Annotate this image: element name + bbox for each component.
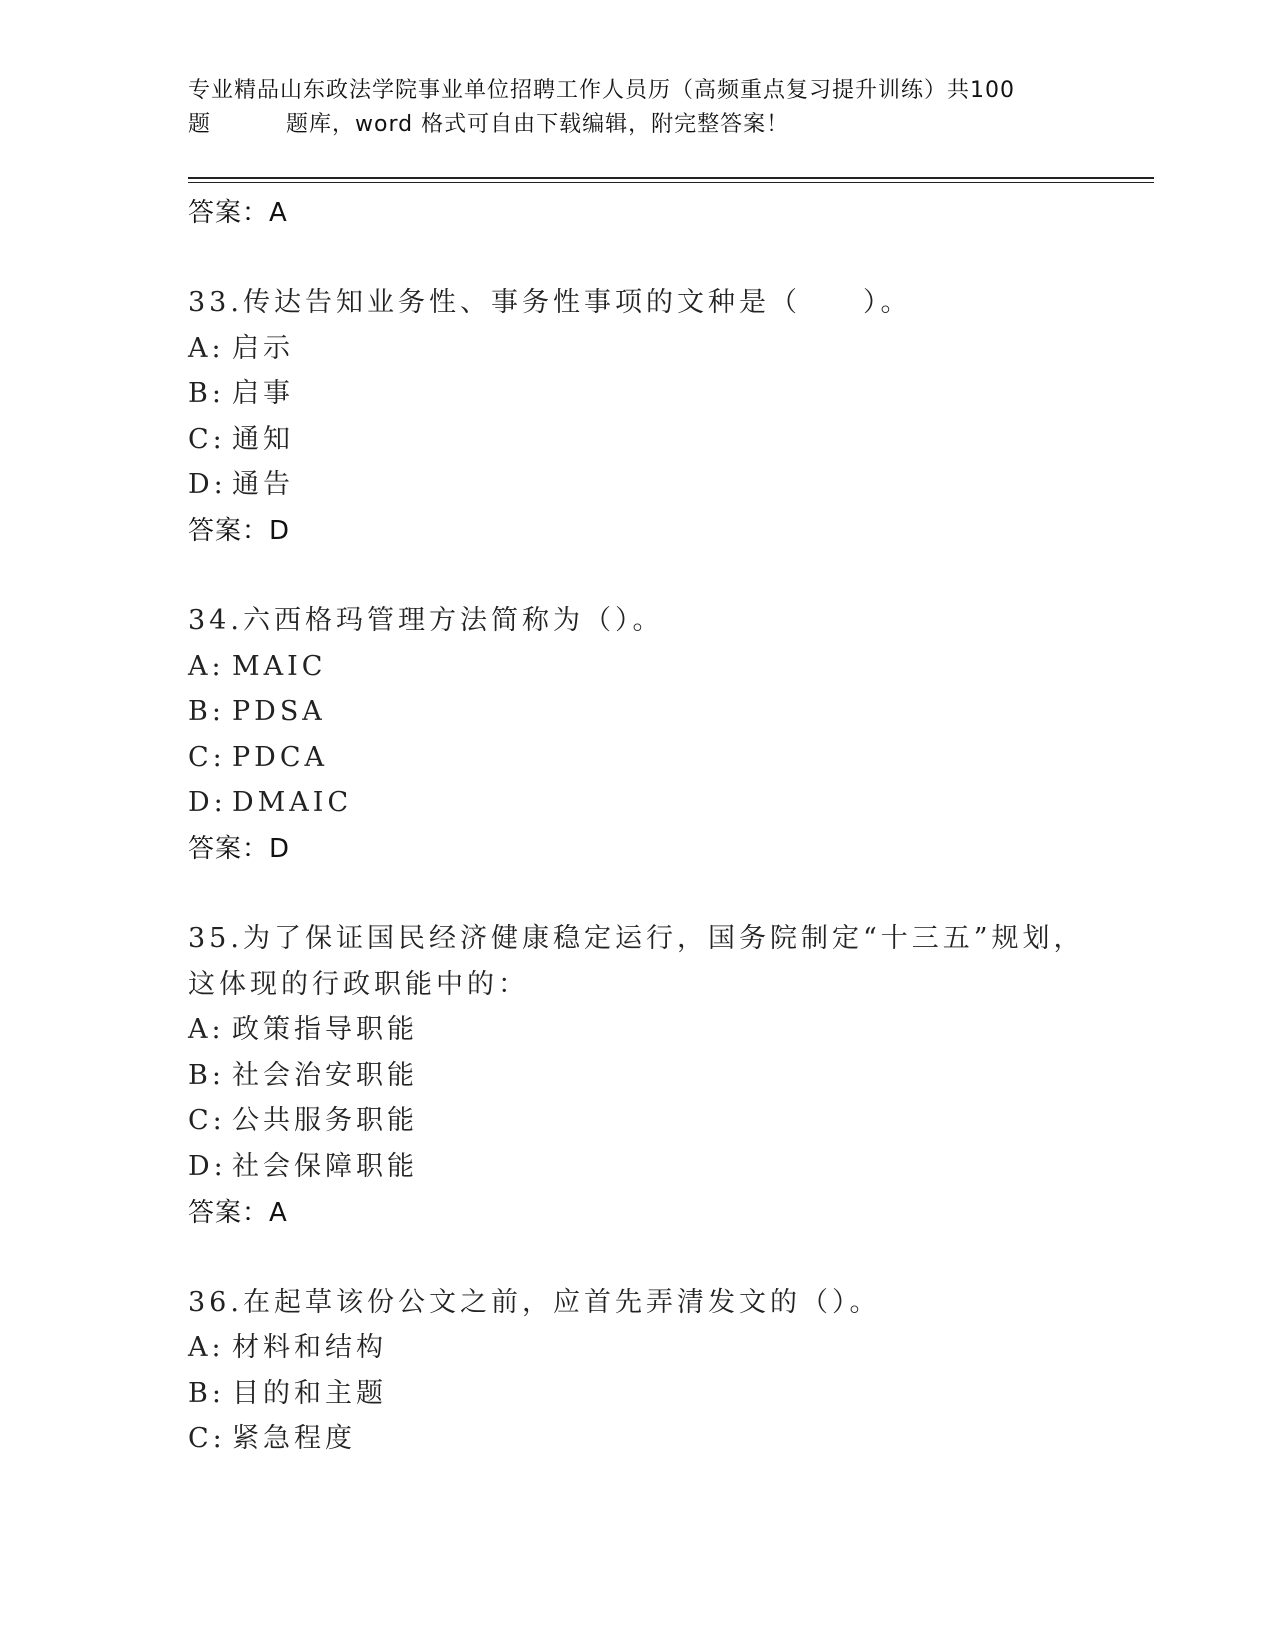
header-divider-thin xyxy=(188,182,1154,183)
option-b xyxy=(188,689,1088,735)
option-label: B: xyxy=(188,1059,225,1091)
option-label: A: xyxy=(188,332,225,364)
option-c xyxy=(188,1416,1088,1462)
option-b xyxy=(188,1371,1088,1417)
option-label: C: xyxy=(188,1105,226,1137)
option-a xyxy=(188,1007,1088,1053)
previous-answer: 答案：A xyxy=(188,198,288,228)
question-stem: 35.为了保证国民经济健康稳定运行，国务院制定“十三五”规划，这体现的行政职能中的： xyxy=(188,922,1085,1000)
option-text: 紧急程度 xyxy=(232,1423,356,1455)
question-stem: 34.六西格玛管理方法简称为（）。 xyxy=(188,604,664,636)
option-label: D: xyxy=(188,787,227,819)
question-stem: 33.传达告知业务性、事务性事项的文种是（ ）。 xyxy=(188,287,912,318)
document-body xyxy=(188,190,1088,1506)
page-header xyxy=(188,74,1088,142)
header-line-2 xyxy=(188,108,1088,142)
option-c xyxy=(188,1098,1088,1144)
option-text: PDCA xyxy=(232,741,328,773)
option-a xyxy=(188,326,1088,372)
option-text: 通告 xyxy=(232,469,294,501)
option-text: 目的和主题 xyxy=(232,1377,387,1409)
option-text: 社会治安职能 xyxy=(232,1059,418,1091)
question-35 xyxy=(188,916,1088,1236)
option-label: D: xyxy=(188,1150,227,1182)
header-line-2-rest: 题库，word 格式可自由下载编辑，附完整答案！ xyxy=(286,112,790,137)
option-d xyxy=(188,462,1088,508)
option-label: A: xyxy=(188,650,225,682)
question-34 xyxy=(188,598,1088,872)
question-stem: 36.在起草该份公文之前，应首先弄清发文的（）。 xyxy=(188,1286,881,1318)
option-text: MAIC xyxy=(232,650,327,682)
option-label: D: xyxy=(188,469,227,501)
answer-line: 答案：D xyxy=(188,833,291,864)
option-text: DMAIC xyxy=(232,787,353,819)
answer-line: 答案：D xyxy=(188,515,291,546)
option-text: 材料和结构 xyxy=(232,1332,387,1364)
header-line-2-start: 题 xyxy=(188,112,212,137)
option-text: 政策指导职能 xyxy=(232,1014,418,1046)
option-a xyxy=(188,644,1088,690)
header-divider-thick xyxy=(188,177,1154,179)
option-label: C: xyxy=(188,423,226,455)
option-d xyxy=(188,780,1088,826)
option-a xyxy=(188,1325,1088,1371)
question-36 xyxy=(188,1280,1088,1462)
option-label: C: xyxy=(188,1423,226,1455)
option-text: 社会保障职能 xyxy=(232,1150,418,1182)
option-label: A: xyxy=(188,1014,225,1046)
option-b xyxy=(188,371,1088,417)
option-text: 启事 xyxy=(232,378,294,410)
option-d xyxy=(188,1144,1088,1190)
header-line-1: 专业精品山东政法学院事业单位招聘工作人员历（高频重点复习提升训练）共100 xyxy=(188,78,1015,103)
option-text: 启示 xyxy=(232,332,294,364)
option-label: C: xyxy=(188,741,226,773)
option-c xyxy=(188,417,1088,463)
option-text: PDSA xyxy=(232,696,326,728)
option-text: 公共服务职能 xyxy=(232,1105,418,1137)
option-label: A: xyxy=(188,1332,225,1364)
answer-line: 答案：A xyxy=(188,1197,288,1228)
question-33 xyxy=(188,280,1088,554)
option-c xyxy=(188,735,1088,781)
option-label: B: xyxy=(188,1377,225,1409)
option-label: B: xyxy=(188,696,225,728)
option-text: 通知 xyxy=(232,423,294,455)
option-label: B: xyxy=(188,378,225,410)
option-b xyxy=(188,1053,1088,1099)
